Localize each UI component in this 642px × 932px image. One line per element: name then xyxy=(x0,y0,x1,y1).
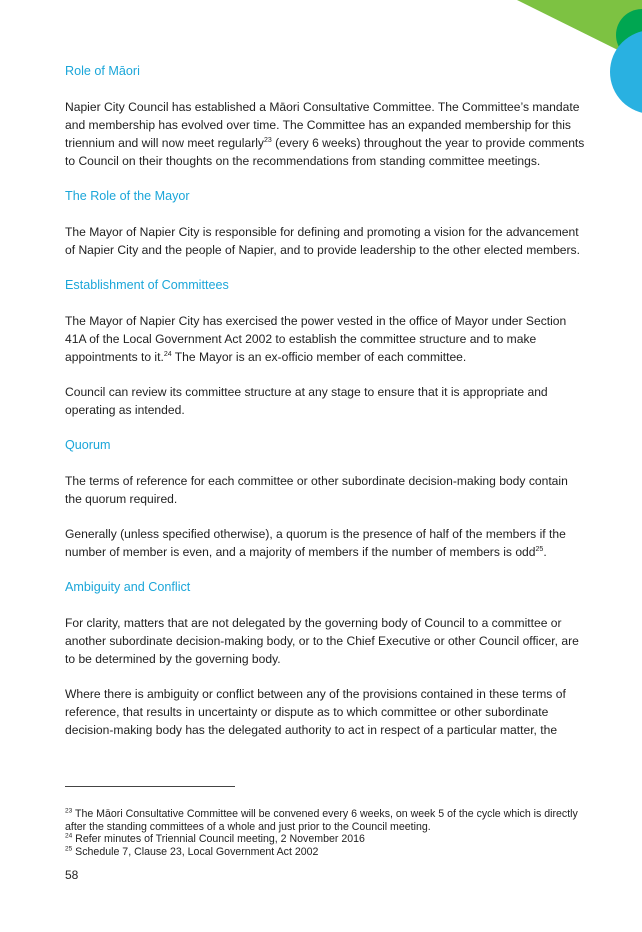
document-body xyxy=(65,62,585,756)
section-heading: Quorum xyxy=(65,438,111,452)
section-role-of-maori xyxy=(65,62,585,170)
section-heading: The Role of the Mayor xyxy=(65,189,190,203)
paragraph: The Mayor of Napier City is responsible for defining and promoting a vision for the advancement of Napier City and the people of Napier, and to provide leadership to the other elected members. xyxy=(65,225,580,257)
footnote-number: 24 xyxy=(65,832,73,840)
paragraph: The terms of reference for each committee or other subordinate decision-making body contain the quorum required. xyxy=(65,474,568,506)
paragraph: Where there is ambiguity or conflict between any of the provisions contained in these terms of reference, that results in uncertainty or dispute as to which committee or other subordinate decision-making body has the delegated authority to act in respect of a particular matter, the xyxy=(65,687,566,737)
paragraph: Generally (unless specified otherwise), a quorum is the presence of half of the members if the number of member is even, and a majority of members if the number of members is odd$^{25}$. xyxy=(65,527,566,559)
section-heading: Role of Māori xyxy=(65,64,140,78)
section-role-of-mayor xyxy=(65,187,585,259)
page-number: 58 xyxy=(65,868,79,882)
footnote: $^{25}$ Schedule 7, Clause 23, Local Government Act 2002 xyxy=(65,845,319,858)
paragraph: For clarity, matters that are not delegated by the governing body of Council to a committee or another subordinate decision-making body, or to the Chief Executive or other Council officer, are to be determined by the governing body. xyxy=(65,616,579,666)
footnote-number: 23 xyxy=(65,807,73,815)
section-establishment-of-committees xyxy=(65,276,585,419)
footnote-ref: 24 xyxy=(163,350,172,358)
footnote-number: 25 xyxy=(65,845,73,853)
footnote: $^{24}$ Refer minutes of Triennial Council meeting, 2 November 2016 xyxy=(65,832,365,846)
section-heading: Establishment of Committees xyxy=(65,278,229,292)
section-ambiguity-and-conflict xyxy=(65,578,585,739)
section-quorum xyxy=(65,436,585,561)
footnotes xyxy=(65,808,585,858)
footnote-divider xyxy=(65,786,235,787)
footnote: $^{23}$ The Māori Consultative Committee will be convened every 6 weeks, on week 5 of the cycle which is directly after the standing committees of a whole and just prior to the Council meeting. xyxy=(65,807,578,833)
section-heading: Ambiguity and Conflict xyxy=(65,580,191,594)
paragraph: The Mayor of Napier City has exercised the power vested in the office of Mayor under Section 41A of the Local Government Act 2002 to establish the committee structure and to make appointments to it.$^{24}$ The Mayor is an ex-officio member of each committee. xyxy=(65,314,567,364)
paragraph: Council can review its committee structure at any stage to ensure that it is appropriate and operating as intended. xyxy=(65,385,548,417)
paragraph: Napier City Council has established a Māori Consultative Committee. The Committee’s mandate and membership has evolved over time. The Committee has an expanded membership for this triennium and will now meet regularly$^{23}$ (every 6 weeks) throughout the year to provide comments to Council on their thoughts on the recommendations from standing committee meetings. xyxy=(65,100,585,168)
footnote-ref: 25 xyxy=(535,545,544,553)
footnote-ref: 23 xyxy=(263,136,272,144)
